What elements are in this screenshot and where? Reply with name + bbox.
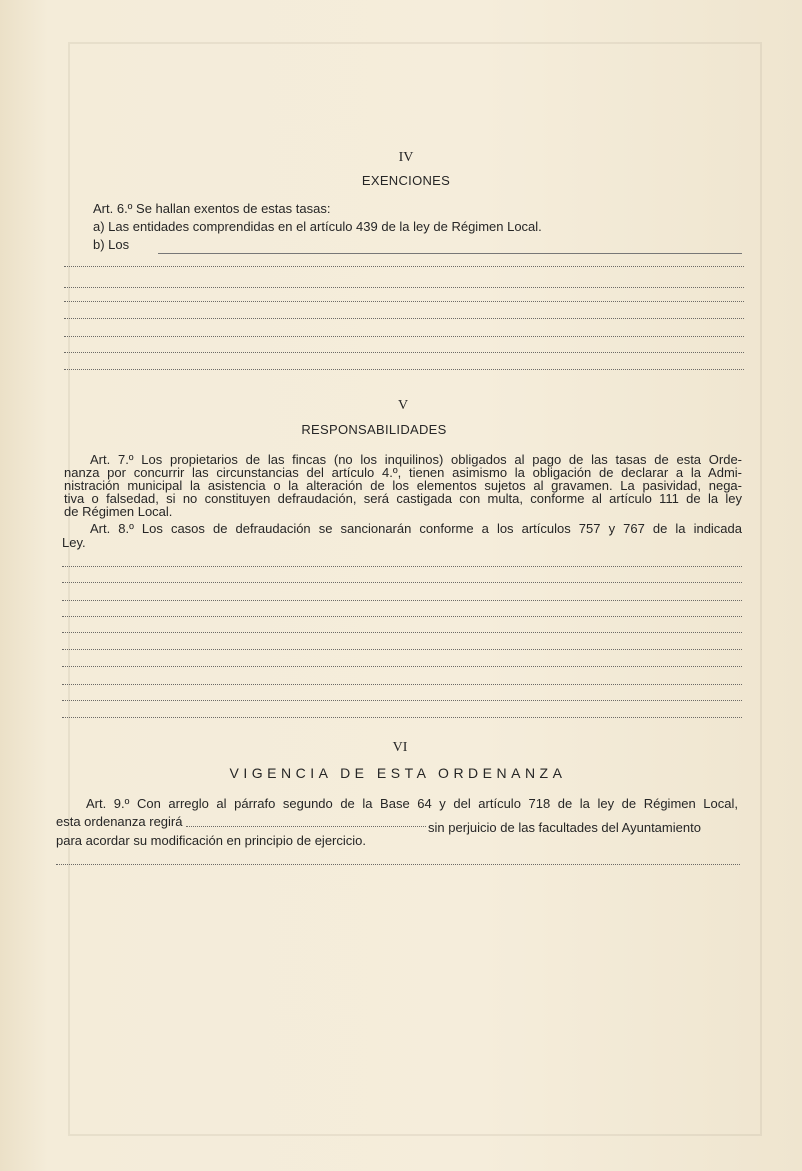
art9-line-3: para acordar su modificación en principio de ejercicio. bbox=[56, 833, 366, 848]
fill-line bbox=[62, 649, 742, 650]
fill-line bbox=[64, 369, 744, 370]
art8-line-1: Art. 8.º Los casos de defraudación se sancionarán conforme a los artículos 757 y 767 de la indicada bbox=[90, 521, 742, 536]
fill-line bbox=[62, 700, 742, 701]
art7-line-3: nistración municipal la asistencia o la alteración de los elementos sujetos al gravamen. La pasividad, nega- bbox=[64, 478, 742, 493]
fill-line bbox=[64, 352, 744, 353]
section-vi-title: VIGENCIA DE ESTA ORDENANZA bbox=[229, 765, 567, 781]
art7-line-2: nanza por concurrir las circunstancias del artículo 4.º, tienen asimismo la obligación de declarar a la Admi- bbox=[64, 465, 742, 480]
fill-line bbox=[62, 684, 742, 685]
fill-line bbox=[62, 600, 742, 601]
fill-line bbox=[64, 318, 744, 319]
art6-item-a: a) Las entidades comprendidas en el artículo 439 de la ley de Régimen Local. bbox=[93, 219, 542, 234]
section-iv-number: IV bbox=[398, 150, 414, 165]
art9-line-2b: sin perjuicio de las facultades del Ayuntamiento bbox=[428, 820, 701, 835]
section-v-number: V bbox=[397, 398, 409, 413]
fill-line bbox=[186, 826, 426, 827]
fill-line bbox=[56, 864, 740, 865]
fill-line bbox=[62, 666, 742, 667]
art7-line-5: de Régimen Local. bbox=[64, 504, 173, 519]
art9-line-2a: esta ordenanza regirá bbox=[56, 814, 183, 829]
fill-line bbox=[64, 287, 744, 288]
fill-line bbox=[62, 582, 742, 583]
fill-line bbox=[64, 266, 744, 267]
fill-line bbox=[62, 632, 742, 633]
fill-line bbox=[64, 336, 744, 337]
section-iv-title: EXENCIONES bbox=[361, 173, 451, 188]
fill-line bbox=[158, 253, 742, 254]
art7-line-1: Art. 7.º Los propietarios de las fincas (no los inquilinos) obligados al pago de las tasas de esta Orde- bbox=[90, 452, 742, 467]
section-v-title: RESPONSABILIDADES bbox=[301, 422, 447, 437]
section-vi-number: VI bbox=[392, 740, 408, 755]
fill-line bbox=[62, 717, 742, 718]
fill-line bbox=[62, 566, 742, 567]
art8-line-2: Ley. bbox=[62, 535, 86, 550]
art6-intro: Art. 6.º Se hallan exentos de estas tasas: bbox=[93, 201, 331, 216]
art7-line-4: tiva o falsedad, si no constituyen defraudación, será castigada con multa, conforme al artículo 111 de la ley bbox=[64, 491, 742, 506]
fill-line bbox=[64, 301, 744, 302]
fill-line bbox=[62, 616, 742, 617]
art6-item-b: b) Los bbox=[93, 237, 130, 252]
art9-line-1: Art. 9.º Con arreglo al párrafo segundo de la Base 64 y del artículo 718 de la ley de Régimen Local, bbox=[86, 796, 738, 811]
